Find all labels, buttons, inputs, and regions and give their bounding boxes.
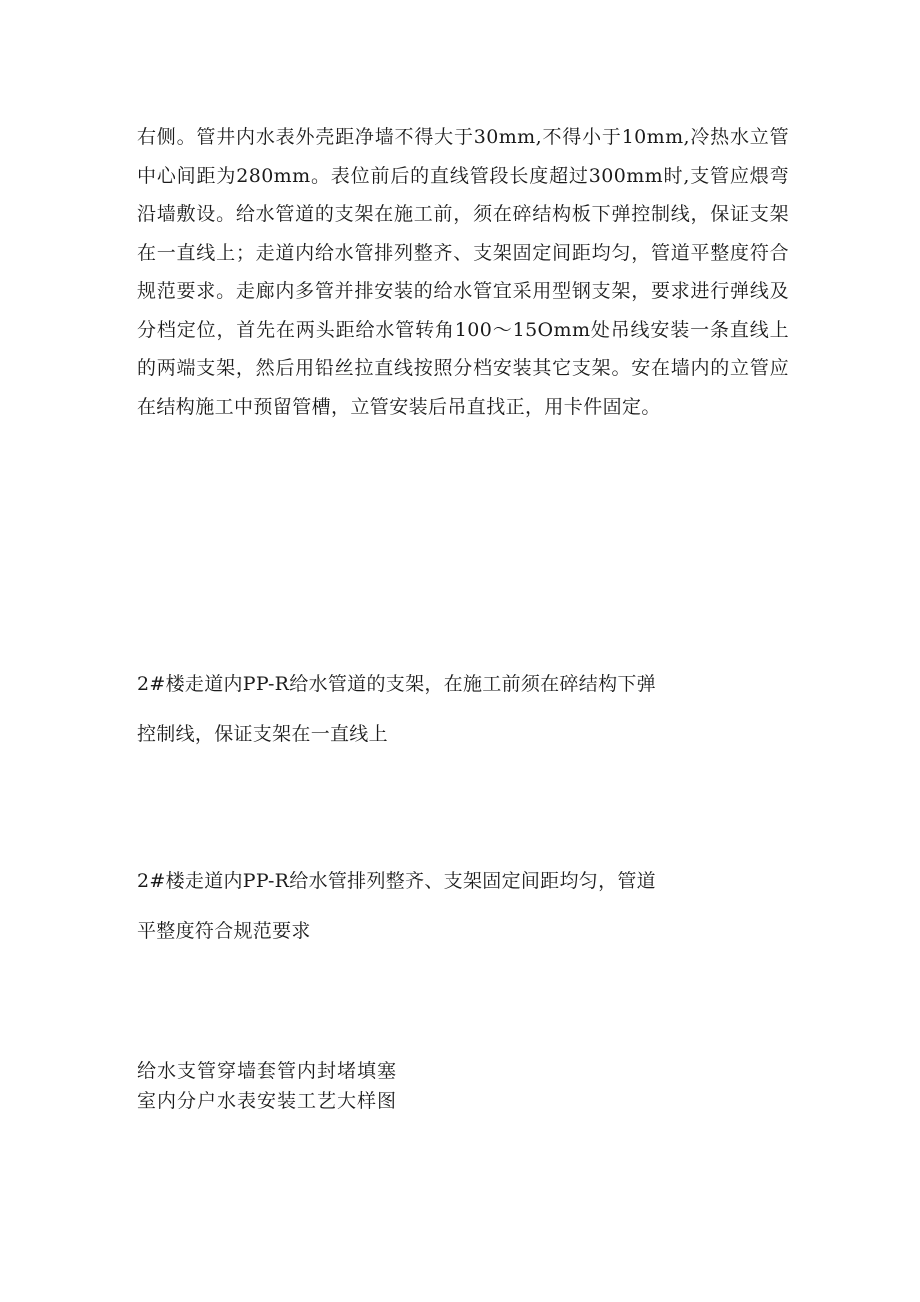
body-paragraph: 右侧。管井内水表外壳距净墙不得大于30mm,不得小于10mm,冷热水立管中心间距为280mm。表位前后的直线管段长度超过300mm时,支管应煨弯沿墙敷设。给水管道的支架在施工前，须在碎结构板下弹控制线，保证支架在一直线上；走道内给水管排列整齐、支架固定间距均匀，管道平整度符合规范要求。走廊内多管并排安装的给水管宜采用型钢支架，要求进行弹线及分档定位，首先在两头距给水管转角100～15Omm处吊线安装一条直线上的两端支架，然后用铅丝拉直线按照分档安装其它支架。安在墙内的立管应在结构施工中预留管槽，立管安装后吊直找正，用卡件固定。 [137, 126, 789, 418]
caption-1-line-2: 控制线，保证支架在一直线上 [137, 723, 388, 745]
caption-2-line-2: 平整度符合规范要求 [137, 920, 311, 942]
caption-3-line-2: 室内分户水表安装工艺大样图 [137, 1090, 398, 1112]
caption-3-line-1: 给水支管穿墙套管内封堵填塞 [137, 1060, 398, 1082]
caption-1-line-1: 2#楼走道内PP-R给水管道的支架，在施工前须在碎结构下弹 [137, 673, 656, 695]
caption-2-line-1: 2#楼走道内PP-R给水管排列整齐、支架固定间距均匀，管道 [137, 870, 656, 892]
figure-caption-2 [137, 856, 797, 956]
figure-caption-3 [137, 1056, 797, 1116]
figure-caption-1 [137, 659, 797, 759]
